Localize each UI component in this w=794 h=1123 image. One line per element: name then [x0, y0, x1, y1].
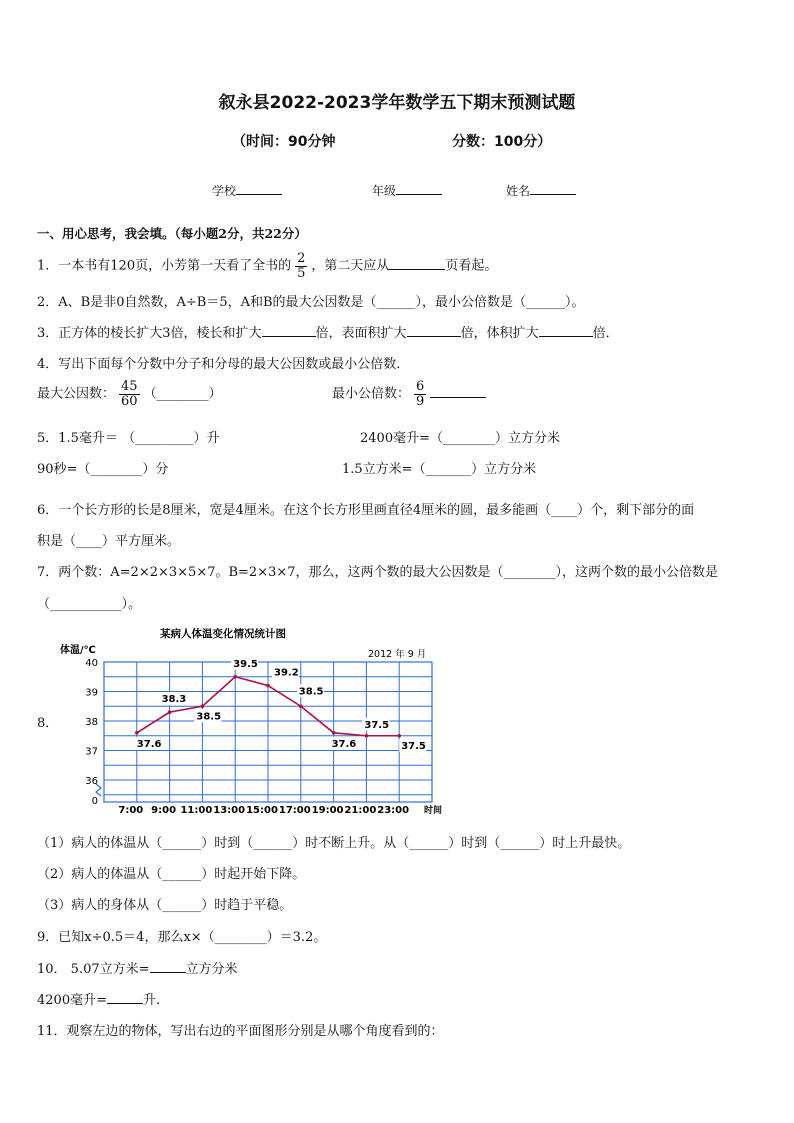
chart-y-label: 体温/℃: [60, 645, 96, 656]
page-title: 叙永县2022-2023学年数学五下期末预测试题: [218, 93, 576, 113]
answer-blank-q3-2[interactable]: [407, 324, 461, 337]
question-6-line2: 积是（____）平方厘米。: [37, 534, 181, 549]
data-point: [397, 734, 401, 738]
data-label: 37.6: [331, 738, 357, 750]
answer-blank-q3-3[interactable]: [539, 324, 593, 337]
question-5b: 2400毫升=（________）立方分米: [360, 431, 560, 446]
data-label: 39.2: [274, 667, 299, 679]
fraction-two-fifths: $\frac{2}{5}$: [297, 251, 306, 281]
data-label: 39.5: [233, 658, 258, 670]
x-tick-label: 19:00: [311, 805, 344, 816]
question-8-3: （3）病人的身体从（______）时趋于平稳。: [37, 898, 293, 913]
x-tick-label: 15:00: [246, 805, 278, 816]
question-7-line1: 7．两个数：A=2×2×3×5×7。B=2×3×7，那么，这两个数的最大公因数是（________），这两个数的最小公倍数是: [37, 565, 719, 580]
answer-blank-q4-lcm[interactable]: [430, 385, 486, 398]
answer-blank-q1[interactable]: [389, 257, 445, 270]
answer-blank-q10-2[interactable]: [107, 991, 143, 1004]
question-5d: 1.5立方米=（_______）立方分米: [342, 462, 537, 477]
x-tick-label: 11:00: [180, 805, 213, 816]
data-point: [332, 731, 336, 735]
question-8-1: （1）病人的体温从（______）时到（______）时不断上升。从（______）时到（______）时上升最快。: [37, 836, 631, 851]
data-label: 37.5: [401, 740, 426, 752]
x-tick-label: 23:00: [377, 805, 410, 816]
question-4: 4．写出下面每个分数中分子和分母的最大公因数或最小公倍数．: [37, 357, 410, 372]
name-label: 姓名: [506, 184, 531, 198]
chart-x-label: 时间: [424, 806, 443, 816]
question-4-lcm: 最小公倍数： $\frac{6}{9}$: [332, 380, 486, 408]
y-tick-label: 38: [85, 717, 98, 728]
data-label: 38.5: [298, 686, 324, 698]
chart-title: 某病人体温变化情况统计图: [160, 628, 286, 640]
fraction-6-9: $\frac{6}{9}$: [416, 379, 425, 409]
section-heading: 一、用心思考，我会填。（每小题2分，共22分）: [37, 226, 307, 241]
data-point: [233, 675, 237, 679]
data-point: [168, 710, 172, 714]
question-8-2: （2）病人的体温从（______）时起开始下降。: [37, 867, 306, 882]
x-tick-label: 17:00: [278, 805, 311, 816]
x-tick-label: 13:00: [213, 805, 246, 816]
answer-blank-q10-1[interactable]: [150, 960, 186, 973]
answer-blank-q3-1[interactable]: [262, 324, 316, 337]
school-label: 学校: [212, 184, 237, 198]
data-label: 38.5: [196, 711, 222, 723]
data-point: [299, 704, 303, 708]
time-label: （时间：90分钟: [232, 134, 336, 150]
question-2: 2．A、B是非0自然数，A÷B＝5，A和B的最大公因数是（______），最小公倍数是（______）。: [37, 295, 585, 310]
answer-blank-q4-gcd[interactable]: （________）: [143, 386, 222, 402]
data-point: [365, 734, 369, 738]
chart-date: 2012 年 9 月: [368, 649, 427, 660]
name-field[interactable]: [506, 182, 576, 199]
data-label: 38.3: [161, 694, 187, 706]
y-tick-label: 36: [85, 776, 98, 787]
school-field[interactable]: [212, 182, 282, 199]
data-point: [135, 731, 139, 735]
y-tick-label: 0: [91, 796, 98, 807]
question-10a: 10． 5.07立方米= 立方分米: [37, 962, 238, 977]
question-5c: 90秒=（________）分: [37, 462, 169, 477]
question-5a: 5．1.5毫升＝ （_________）升: [37, 431, 220, 446]
data-label: 37.5: [364, 719, 390, 731]
question-6-line1: 6．一个长方形的长是8厘米，宽是4厘米。在这个长方形里画直径4厘米的圆，最多能画（____）个，剩下部分的面: [37, 503, 695, 518]
temperature-line-chart: [40, 624, 450, 818]
grade-field[interactable]: [372, 182, 442, 199]
fraction-45-60: $\frac{45}{60}$: [121, 379, 138, 409]
grade-label: 年级: [372, 184, 397, 198]
question-4-gcd: 最大公因数： $\frac{45}{60}$ （________）: [37, 379, 222, 409]
x-tick-label: 7:00: [118, 805, 144, 816]
question-7-line2: （___________）。: [37, 597, 142, 612]
question-9: 9．已知x÷0.5＝4，那么x×（________）＝3.2。: [37, 930, 327, 945]
question-8-label: 8．: [37, 716, 59, 731]
y-tick-label: 37: [85, 746, 98, 758]
score-label: 分数：100分）: [452, 134, 552, 150]
data-point: [201, 704, 205, 708]
data-point: [266, 684, 270, 688]
x-tick-label: 9:00: [151, 805, 177, 816]
question-3: 3．正方体的棱长扩大3倍，棱长和扩大 倍，表面积扩大 倍，体积扩大 倍．: [37, 326, 619, 341]
y-tick-label: 40: [85, 658, 98, 669]
y-tick-label: 39: [85, 687, 98, 699]
question-10b: 4200毫升= 升．: [37, 993, 169, 1008]
x-tick-label: 21:00: [344, 805, 377, 816]
question-1: 1．一本书有120页，小芳第一天看了全书的 $\frac{2}{5}$ ，第二天应从 页看起。: [37, 251, 498, 281]
question-11: 11．观察左边的物体，写出右边的平面图形分别是从哪个角度看到的：: [37, 1024, 444, 1039]
data-label: 37.6: [136, 738, 162, 750]
